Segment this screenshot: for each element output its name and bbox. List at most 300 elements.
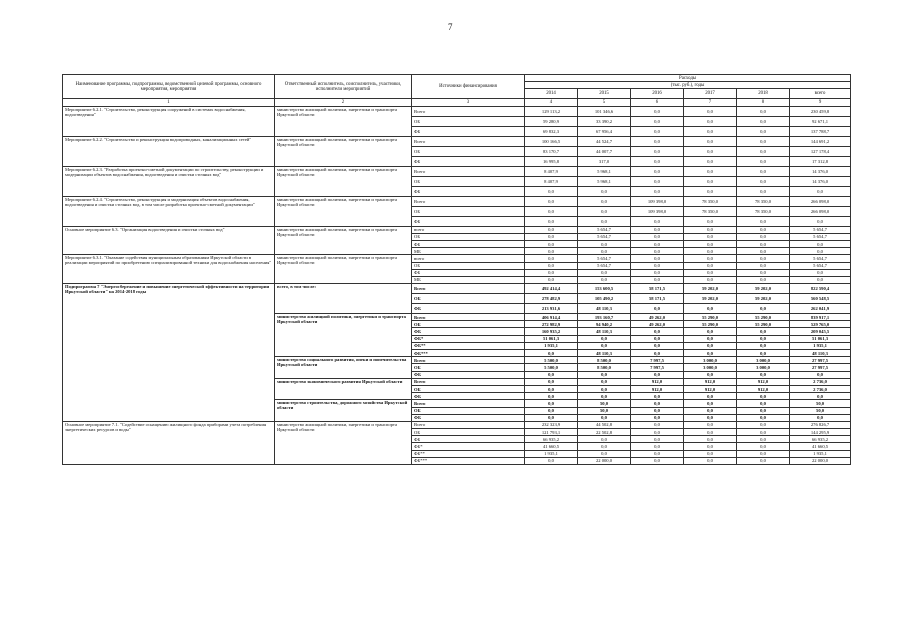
value-cell: 0,0: [578, 414, 631, 421]
source-cell: всего: [412, 255, 525, 262]
value-cell: 48 110,3: [790, 350, 851, 357]
source-cell: ОБ: [412, 206, 525, 216]
value-cell: 3 000,0: [737, 364, 790, 371]
value-cell: 50,0: [578, 407, 631, 414]
value-cell: 0,0: [790, 276, 851, 283]
value-cell: 0,0: [684, 400, 737, 407]
value-cell: 0,0: [578, 371, 631, 378]
executor-cell: министерство жилищной политики, энергетики и транспорта Иркутской области: [275, 136, 412, 166]
value-cell: 5 654,7: [790, 255, 851, 262]
value-cell: 0,0: [737, 350, 790, 357]
value-cell: 0,0: [525, 400, 578, 407]
activity-name: Мероприятие 6.2.2. "Строительство и реконструкция водопроводных, канализационных сетей": [63, 136, 275, 166]
value-cell: 109 398,0: [631, 206, 684, 216]
source-cell: МБ: [412, 248, 525, 255]
value-cell: 59 202,0: [737, 294, 790, 304]
value-cell: 17 312,8: [790, 156, 851, 166]
column-number: 6: [631, 99, 684, 106]
value-cell: 8 407,9: [525, 176, 578, 186]
value-cell: 0,0: [737, 106, 790, 116]
value-cell: 55 290,0: [684, 321, 737, 328]
source-cell: Всего: [412, 136, 525, 146]
budget-table: [62, 74, 851, 465]
source-cell: МБ: [412, 276, 525, 283]
value-cell: 0,0: [578, 378, 631, 385]
value-cell: 0,0: [737, 136, 790, 146]
value-cell: 0,0: [631, 262, 684, 269]
value-cell: 0,0: [631, 393, 684, 400]
value-cell: 0,0: [684, 371, 737, 378]
value-cell: 0,0: [525, 276, 578, 283]
value-cell: 1 935,1: [525, 342, 578, 349]
value-cell: 48 110,3: [578, 328, 631, 335]
value-cell: 0,0: [790, 269, 851, 276]
value-cell: 0,0: [737, 450, 790, 457]
column-number: 3: [412, 99, 525, 106]
value-cell: 0,0: [684, 342, 737, 349]
value-cell: 912,0: [631, 385, 684, 392]
value-cell: 5 968,1: [578, 176, 631, 186]
value-cell: 109 398,0: [631, 196, 684, 206]
value-cell: 0,0: [684, 393, 737, 400]
value-cell: 0,0: [631, 350, 684, 357]
value-cell: 0,0: [790, 240, 851, 247]
source-cell: ОБ: [412, 407, 525, 414]
value-cell: 0,0: [737, 407, 790, 414]
value-cell: 0,0: [525, 385, 578, 392]
source-cell: ОБ: [412, 364, 525, 371]
value-cell: 66 935,2: [790, 436, 851, 443]
subprogram-name: Подпрограмма 7 "Энергосбережение и повышение энергетической эффективности на территории Иркутской области" на 2014-2018 годы: [63, 284, 275, 422]
value-cell: 51 061,3: [790, 335, 851, 342]
value-cell: 0,0: [684, 240, 737, 247]
table-row: [63, 284, 851, 294]
value-cell: 0,0: [525, 226, 578, 233]
value-cell: 0,0: [684, 436, 737, 443]
value-cell: 14 376,0: [790, 176, 851, 186]
column-number: 8: [737, 99, 790, 106]
value-cell: 2 736,0: [790, 378, 851, 385]
activity-name: Мероприятие 6.2.3. "Разработка проектно-сметной документации по строительству, реконструкции и модернизации объектов водоснабжения, водоотведения и очистки сточных вод": [63, 166, 275, 196]
value-cell: 0,0: [684, 429, 737, 436]
value-cell: 59 202,0: [684, 284, 737, 294]
value-cell: 0,0: [631, 226, 684, 233]
source-cell: Всего: [412, 378, 525, 385]
value-cell: 0,0: [684, 276, 737, 283]
value-cell: 0,0: [525, 350, 578, 357]
value-cell: 0,0: [631, 176, 684, 186]
value-cell: 48 110,3: [578, 350, 631, 357]
value-cell: 101 346,6: [578, 106, 631, 116]
value-cell: 0,0: [525, 371, 578, 378]
value-cell: 22 502,8: [578, 429, 631, 436]
value-cell: 5 654,7: [578, 262, 631, 269]
header-source: Источники финансирования: [412, 75, 525, 99]
value-cell: 0,0: [684, 450, 737, 457]
value-cell: 0,0: [737, 457, 790, 464]
value-cell: 0,0: [737, 429, 790, 436]
value-cell: 0,0: [790, 248, 851, 255]
table-row: [63, 421, 851, 428]
value-cell: 0,0: [578, 436, 631, 443]
table-row: [63, 196, 851, 206]
source-cell: ФБ**: [412, 342, 525, 349]
executor-cell: министерство социального развития, опеки и попечительства Иркутской области: [275, 357, 412, 379]
activity-name: Основное мероприятие 7.1. "Содействие оснащению жилищного фонда приборами учета потребления энергетических ресурсов и воды": [63, 421, 275, 464]
table-row: [63, 106, 851, 116]
value-cell: 0,0: [631, 400, 684, 407]
source-cell: Всего: [412, 196, 525, 206]
value-cell: 262 041,9: [790, 304, 851, 314]
value-cell: 3 000,0: [737, 357, 790, 364]
value-cell: 0,0: [631, 304, 684, 314]
value-cell: 0,0: [684, 216, 737, 226]
value-cell: 0,0: [737, 304, 790, 314]
value-cell: 0,0: [525, 457, 578, 464]
source-cell: ОБ: [412, 294, 525, 304]
value-cell: 8 407,9: [525, 166, 578, 176]
value-cell: 0,0: [684, 407, 737, 414]
value-cell: 0,0: [684, 304, 737, 314]
value-cell: 266 098,0: [790, 206, 851, 216]
value-cell: 0,0: [684, 166, 737, 176]
value-cell: 0,0: [737, 176, 790, 186]
source-cell: ФБ: [412, 186, 525, 196]
source-cell: ОБ: [412, 321, 525, 328]
value-cell: 78 350,0: [684, 196, 737, 206]
source-cell: ФБ***: [412, 350, 525, 357]
value-cell: 1 935,1: [790, 342, 851, 349]
source-cell: ФБ: [412, 269, 525, 276]
year-header: 2018: [737, 89, 790, 99]
value-cell: 0,0: [578, 342, 631, 349]
executor-cell: министерство экономического развития Иркутской области: [275, 378, 412, 400]
value-cell: 0,0: [631, 407, 684, 414]
value-cell: 0,0: [790, 371, 851, 378]
value-cell: 266 098,0: [790, 196, 851, 206]
value-cell: 0,0: [737, 126, 790, 136]
value-cell: 0,0: [684, 421, 737, 428]
value-cell: 41 660,5: [525, 443, 578, 450]
value-cell: 8 500,0: [578, 364, 631, 371]
source-cell: ОБ: [412, 385, 525, 392]
value-cell: 69 832,3: [525, 126, 578, 136]
value-cell: 230 459,8: [790, 106, 851, 116]
activity-name: Мероприятие 6.2.1. "Строительство, реконструкция сооружений в системах водоснабжения, водоотведения": [63, 106, 275, 136]
table-row: [63, 166, 851, 176]
value-cell: 121 793,1: [525, 429, 578, 436]
value-cell: 0,0: [525, 196, 578, 206]
value-cell: 0,0: [578, 206, 631, 216]
source-cell: всего: [412, 226, 525, 233]
value-cell: 59 202,0: [737, 284, 790, 294]
source-cell: Всего: [412, 166, 525, 176]
value-cell: 0,0: [631, 276, 684, 283]
value-cell: 160 935,2: [525, 328, 578, 335]
source-cell: ФБ**: [412, 450, 525, 457]
value-cell: 0,0: [525, 186, 578, 196]
value-cell: 0,0: [684, 443, 737, 450]
source-cell: ФБ: [412, 126, 525, 136]
value-cell: 0,0: [525, 378, 578, 385]
value-cell: 50,0: [790, 407, 851, 414]
value-cell: 0,0: [631, 240, 684, 247]
value-cell: 0,0: [578, 216, 631, 226]
value-cell: 278 482,9: [525, 294, 578, 304]
value-cell: 0,0: [737, 421, 790, 428]
value-cell: 0,0: [631, 429, 684, 436]
column-number: 1: [63, 99, 275, 106]
table-row: [63, 136, 851, 146]
source-cell: ФБ*: [412, 335, 525, 342]
value-cell: 0,0: [790, 414, 851, 421]
value-cell: 49 262,0: [631, 314, 684, 321]
value-cell: 105 490,2: [578, 294, 631, 304]
value-cell: 0,0: [684, 350, 737, 357]
value-cell: 0,0: [631, 136, 684, 146]
year-header: 2015: [578, 89, 631, 99]
value-cell: 5 654,7: [578, 233, 631, 240]
value-cell: 317,0: [578, 156, 631, 166]
value-cell: 0,0: [737, 226, 790, 233]
executor-cell: министерство жилищной политики, энергетики и транспорта Иркутской области: [275, 106, 412, 136]
value-cell: 100 166,5: [525, 136, 578, 146]
value-cell: 0,0: [684, 248, 737, 255]
value-cell: 0,0: [684, 328, 737, 335]
value-cell: 0,0: [525, 269, 578, 276]
value-cell: 0,0: [578, 276, 631, 283]
executor-cell: министерство жилищной политики, энергетики и транспорта Иркутской области: [275, 421, 412, 464]
value-cell: 129 113,2: [525, 106, 578, 116]
value-cell: 0,0: [578, 393, 631, 400]
value-cell: 48 110,3: [578, 304, 631, 314]
executor-cell: министерство жилищной политики, энергетики и транспорта Иркутской области: [275, 255, 412, 284]
value-cell: 0,0: [631, 248, 684, 255]
value-cell: 0,0: [631, 342, 684, 349]
value-cell: 5 654,7: [790, 226, 851, 233]
value-cell: 44 007,7: [578, 146, 631, 156]
value-cell: 144 295,9: [790, 429, 851, 436]
value-cell: 0,0: [631, 186, 684, 196]
value-cell: 0,0: [684, 335, 737, 342]
value-cell: 0,0: [631, 414, 684, 421]
table-row: [63, 226, 851, 233]
value-cell: 50,0: [578, 400, 631, 407]
value-cell: 0,0: [684, 116, 737, 126]
executor-cell: министерство жилищной политики, энергетики и транспорта Иркутской области: [275, 314, 412, 357]
value-cell: 0,0: [684, 226, 737, 233]
value-cell: 912,0: [631, 378, 684, 385]
source-cell: Всего: [412, 314, 525, 321]
value-cell: 1 935,1: [525, 450, 578, 457]
value-cell: 0,0: [525, 407, 578, 414]
value-cell: 66 935,2: [525, 436, 578, 443]
header-numbers-row: [63, 99, 851, 106]
value-cell: 0,0: [737, 276, 790, 283]
value-cell: 0,0: [790, 393, 851, 400]
activity-name: Мероприятие 6.2.4. "Строительство, реконструкция и модернизация объектов водоснабжения, водоотведения и очистки сточных вод, в том числе разработка проектно-сметной документации": [63, 196, 275, 226]
value-cell: 213 931,6: [525, 304, 578, 314]
source-cell: ОБ: [412, 146, 525, 156]
source-cell: ОБ: [412, 262, 525, 269]
value-cell: 0,0: [525, 393, 578, 400]
value-cell: 144 691,2: [790, 136, 851, 146]
value-cell: 0,0: [578, 240, 631, 247]
value-cell: 0,0: [737, 156, 790, 166]
source-cell: ОБ: [412, 116, 525, 126]
source-cell: ФБ: [412, 240, 525, 247]
value-cell: 406 914,4: [525, 314, 578, 321]
table-row: [63, 255, 851, 262]
executor-cell: министерство жилищной политики, энергетики и транспорта Иркутской области: [275, 196, 412, 226]
value-cell: 5 654,7: [578, 226, 631, 233]
value-cell: 0,0: [684, 136, 737, 146]
value-cell: 0,0: [525, 414, 578, 421]
value-cell: 912,0: [684, 385, 737, 392]
value-cell: 560 548,5: [790, 294, 851, 304]
source-cell: ФБ: [412, 328, 525, 335]
value-cell: 0,0: [684, 414, 737, 421]
executor-cell: министерство жилищной политики, энергетики и транспорта Иркутской области: [275, 226, 412, 255]
value-cell: 0,0: [631, 421, 684, 428]
value-cell: 0,0: [790, 216, 851, 226]
year-header: 2014: [525, 89, 578, 99]
value-cell: 33 390,2: [578, 116, 631, 126]
value-cell: 44 502,8: [578, 421, 631, 428]
value-cell: 912,0: [684, 378, 737, 385]
value-cell: 0,0: [790, 186, 851, 196]
value-cell: 0,0: [578, 248, 631, 255]
value-cell: 276 826,7: [790, 421, 851, 428]
value-cell: 78 350,0: [737, 196, 790, 206]
value-cell: 0,0: [578, 196, 631, 206]
value-cell: 0,0: [737, 233, 790, 240]
value-cell: 0,0: [525, 233, 578, 240]
source-cell: ФБ: [412, 414, 525, 421]
value-cell: 822 590,4: [790, 284, 851, 294]
value-cell: 0,0: [737, 269, 790, 276]
table-body: [63, 75, 851, 465]
value-cell: 0,0: [737, 393, 790, 400]
value-cell: 529 765,0: [790, 321, 851, 328]
value-cell: 0,0: [737, 414, 790, 421]
source-cell: ФБ: [412, 393, 525, 400]
value-cell: 0,0: [737, 436, 790, 443]
value-cell: 0,0: [737, 116, 790, 126]
value-cell: 67 956,4: [578, 126, 631, 136]
value-cell: 0,0: [737, 166, 790, 176]
source-cell: ФБ: [412, 436, 525, 443]
value-cell: 41 660,5: [790, 443, 851, 450]
value-cell: 0,0: [737, 262, 790, 269]
value-cell: 22 000,0: [578, 457, 631, 464]
value-cell: 0,0: [631, 255, 684, 262]
value-cell: 232 323,9: [525, 421, 578, 428]
source-cell: ФБ: [412, 216, 525, 226]
value-cell: 55 290,0: [737, 321, 790, 328]
value-cell: 0,0: [737, 400, 790, 407]
value-cell: 0,0: [578, 269, 631, 276]
value-cell: 0,0: [737, 248, 790, 255]
value-cell: 209 045,5: [790, 328, 851, 335]
value-cell: 137 788,7: [790, 126, 851, 136]
value-cell: 22 000,0: [790, 457, 851, 464]
value-cell: 0,0: [737, 342, 790, 349]
executor-cell: министерство жилищной политики, энергетики и транспорта Иркутской области: [275, 166, 412, 196]
value-cell: 78 350,0: [684, 206, 737, 216]
value-cell: 0,0: [684, 269, 737, 276]
value-cell: 0,0: [525, 262, 578, 269]
value-cell: 0,0: [684, 255, 737, 262]
value-cell: 5 654,7: [790, 262, 851, 269]
source-cell: Всего: [412, 284, 525, 294]
value-cell: 0,0: [525, 206, 578, 216]
value-cell: 0,0: [737, 443, 790, 450]
value-cell: 5 500,0: [525, 357, 578, 364]
value-cell: 50,0: [790, 400, 851, 407]
value-cell: 193 160,7: [578, 314, 631, 321]
value-cell: 7 997,5: [631, 357, 684, 364]
value-cell: 0,0: [631, 146, 684, 156]
value-cell: 127 178,4: [790, 146, 851, 156]
value-cell: 912,0: [737, 385, 790, 392]
source-cell: ОБ: [412, 429, 525, 436]
value-cell: 92 671,1: [790, 116, 851, 126]
value-cell: 0,0: [737, 240, 790, 247]
activity-name: Основное мероприятие 6.3. "Организация водоотведения и очистки сточных вод": [63, 226, 275, 255]
value-cell: 0,0: [631, 233, 684, 240]
value-cell: 5 654,7: [790, 233, 851, 240]
value-cell: 0,0: [631, 450, 684, 457]
source-cell: ОБ: [412, 233, 525, 240]
value-cell: 8 500,0: [578, 357, 631, 364]
value-cell: 272 982,9: [525, 321, 578, 328]
value-cell: 0,0: [631, 106, 684, 116]
column-number: 5: [578, 99, 631, 106]
activity-name: Мероприятие 6.3.1. "Оказание содействия муниципальным образованиям Иркутской области в реализации мероприятий по приобретению специализированной техники для водоснабжения населения": [63, 255, 275, 284]
value-cell: 44 524,7: [578, 136, 631, 146]
header-expenses: Расходы: [525, 75, 851, 82]
value-cell: 0,0: [631, 126, 684, 136]
value-cell: 59 202,0: [684, 294, 737, 304]
value-cell: 0,0: [525, 240, 578, 247]
value-cell: 0,0: [525, 255, 578, 262]
value-cell: 0,0: [631, 457, 684, 464]
year-header: 2016: [631, 89, 684, 99]
value-cell: 0,0: [578, 450, 631, 457]
value-cell: 0,0: [631, 156, 684, 166]
value-cell: 0,0: [631, 166, 684, 176]
value-cell: 0,0: [631, 269, 684, 276]
value-cell: 0,0: [684, 156, 737, 166]
value-cell: 0,0: [631, 371, 684, 378]
value-cell: 0,0: [684, 126, 737, 136]
value-cell: 492 414,4: [525, 284, 578, 294]
value-cell: 0,0: [525, 216, 578, 226]
executor-cell: министерство строительства, дорожного хозяйства Иркутской области: [275, 400, 412, 422]
column-number: 7: [684, 99, 737, 106]
value-cell: 0,0: [737, 328, 790, 335]
column-number: 9: [790, 99, 851, 106]
value-cell: 58 171,5: [631, 284, 684, 294]
value-cell: 83 170,7: [525, 146, 578, 156]
value-cell: 27 997,5: [790, 357, 851, 364]
value-cell: 27 997,5: [790, 364, 851, 371]
source-cell: Всего: [412, 357, 525, 364]
value-cell: 3 000,0: [684, 364, 737, 371]
value-cell: 0,0: [684, 457, 737, 464]
value-cell: 94 940,2: [578, 321, 631, 328]
